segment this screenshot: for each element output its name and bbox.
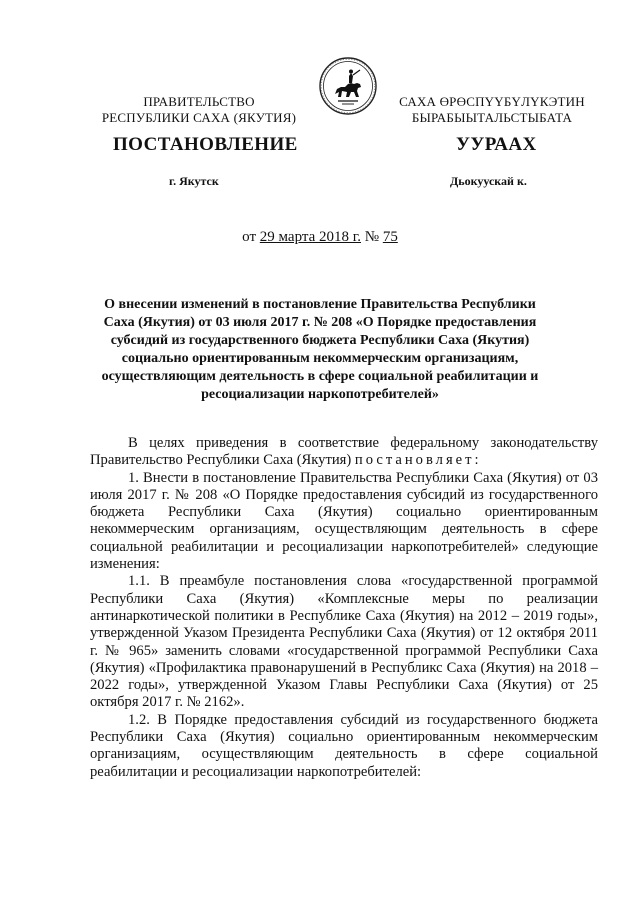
issuer-line: РЕСПУБЛИКИ САХА (ЯКУТИЯ) xyxy=(101,110,297,125)
title-line: социально ориентированным некоммерческим организациям, xyxy=(121,351,519,366)
title-line: О внесении изменений в постановление Правительства Республики xyxy=(104,297,536,312)
coat-of-arms-emblem-icon xyxy=(318,56,378,116)
resolves-word: постановляет: xyxy=(354,452,482,469)
issuer-line: САХА ӨРӨСПҮҮБҮЛҮКЭТИН xyxy=(399,94,585,109)
paragraph-item-1-2: 1.2. В Порядке предоставления субсидий из государственного бюджета Республики Саха (Якутия) социально ориентированным некоммерческим организациям, осуществляющим деятельность в сфере социальной реабилитации и ресоциализации наркопотребителей: xyxy=(90,711,598,780)
doc-type-russian: ПОСТАНОВЛЕНИЕ xyxy=(113,134,298,155)
title-line: Саха (Якутия) от 03 июля 2017 г. № 208 «О Порядке предоставления xyxy=(103,315,537,330)
issuer-line: ПРАВИТЕЛЬСТВО xyxy=(143,94,255,109)
paragraph-item-1-1: 1.1. В преамбуле постановления слова «государственной программой Республики Саха (Якутия) «Комплексные меры по реализации антинаркотической политики в Республике Саха (Якутия) на 2012 – 2019 годы», утвержденной Указом Президента Республики Саха (Якутия) от 12 октября 2011 г. № 965» заменить словами «государственной программой Республики Саха (Якутия) «Профилактика правонарушений в Республикс Саха (Якутия) на 2018 – 2022 годы», утвержденной Указом Главы Республики Саха (Якутия) от 25 октября 2017 г. № 2162». xyxy=(90,573,598,711)
issuer-line: БЫРАБЫЫТАЛЬСТЫБАТА xyxy=(411,110,573,125)
title-line: субсидий из государственного бюджета Республики Саха (Якутия) xyxy=(110,333,530,348)
document-title xyxy=(90,296,550,404)
city-yakut: Дьокуускай к. xyxy=(450,174,527,188)
title-line: ресоциализации наркопотребителей» xyxy=(201,387,439,402)
document-number: 75 xyxy=(382,229,398,245)
paragraph-item-1: 1. Внести в постановление Правительства Республики Саха (Якутия) от 03 июля 2017 г. № 208 «О Порядке предоставления субсидий из государственного бюджета Республики Саха (Якутия) социально ориентированным некоммерческим организациям, осуществляющим деятельность в сфере социальной реабилитации и ресоциализации наркопотребителей» следующие изменения: xyxy=(90,469,598,573)
city-russian: г. Якутск xyxy=(169,174,219,188)
date-prefix: от xyxy=(242,229,260,245)
number-sign: № xyxy=(361,229,383,245)
document-date: 29 марта 2018 г. xyxy=(259,229,361,245)
title-line: осуществляющим деятельность в сфере социальной реабилитации и xyxy=(101,369,539,384)
date-and-number-line xyxy=(0,229,640,246)
preamble-text: В целях приведения в соответствие федеральному законодательству Правительство Республики Саха (Якутия) xyxy=(90,435,598,469)
issuer-block-russian xyxy=(94,94,304,126)
paragraph-preamble xyxy=(90,435,598,470)
doc-type-yakut: УУРААХ xyxy=(456,134,537,155)
issuer-block-yakut xyxy=(387,94,597,126)
document-body xyxy=(90,435,598,781)
